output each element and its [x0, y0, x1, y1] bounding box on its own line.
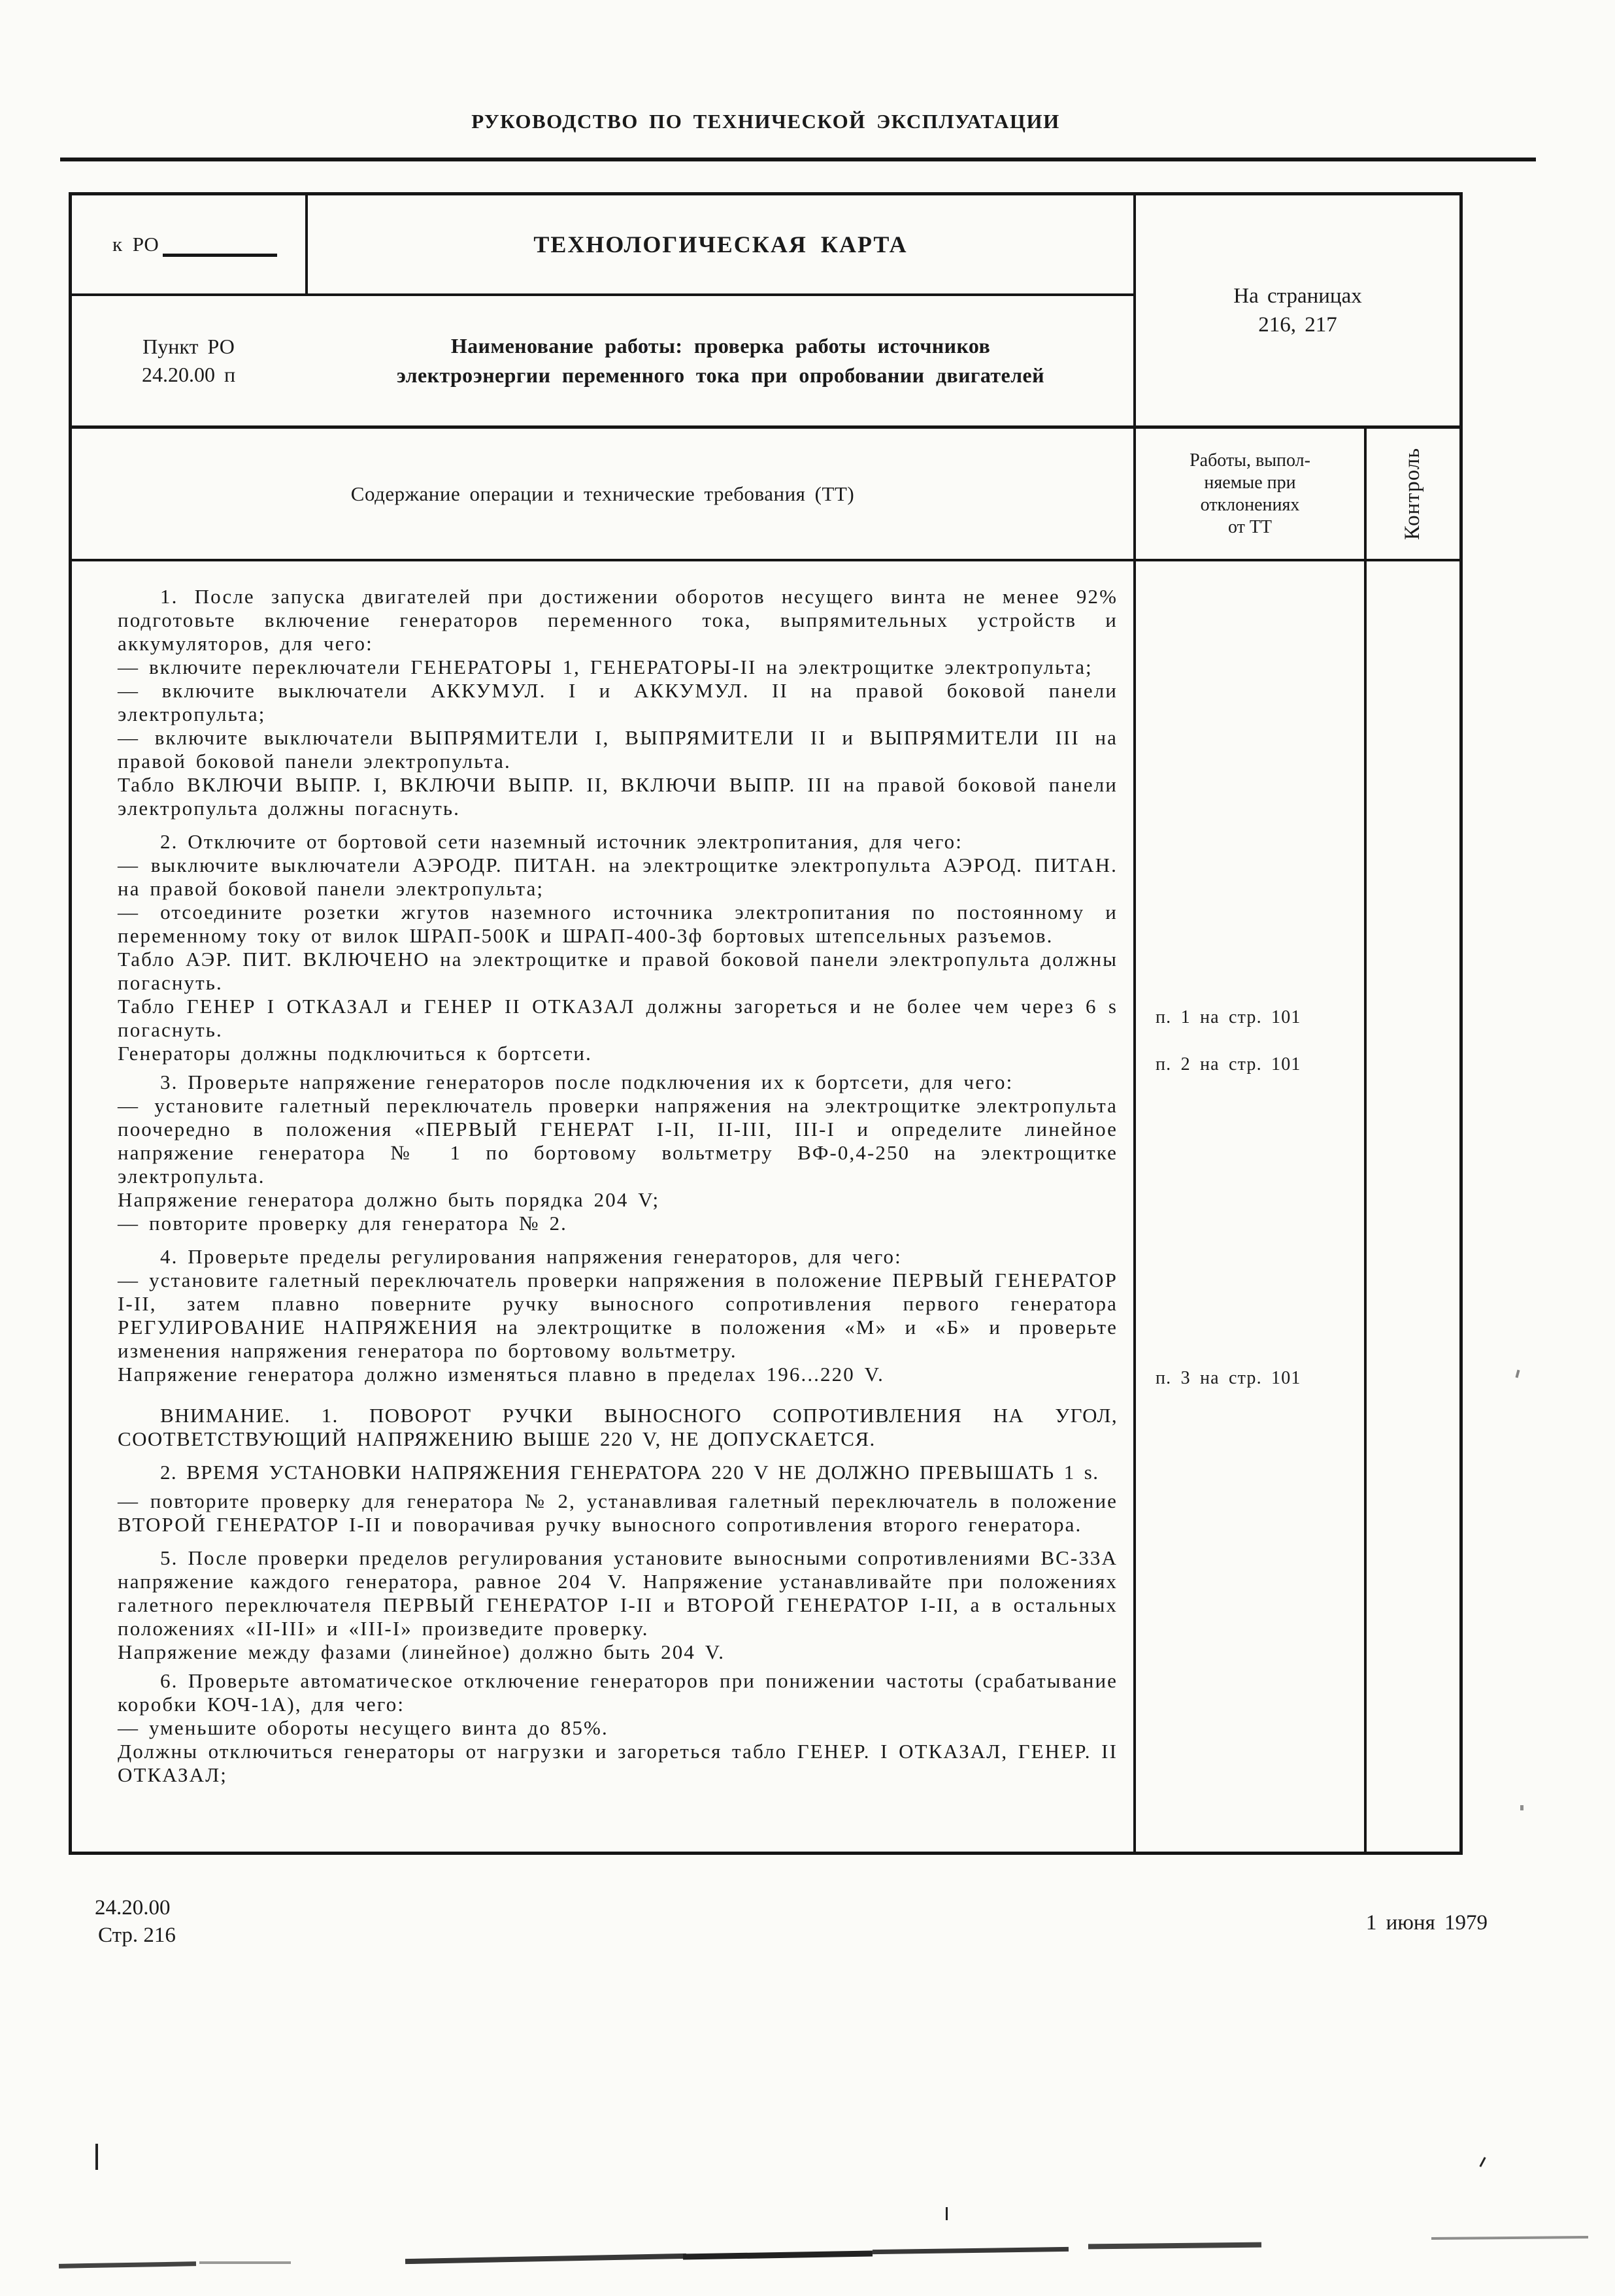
operation-paragraph: Табло ВКЛЮЧИ ВЫПР. I, ВКЛЮЧИ ВЫПР. II, ВКЛЮЧИ ВЫПР. III на правой боковой панели электропульта должны погаснуть. — [118, 773, 1118, 820]
scan-mark — [946, 2207, 948, 2220]
operation-paragraph: Должны отключиться генераторы от нагрузки и загореться табло ГЕНЕР. I ОТКАЗАЛ, ГЕНЕР. II ОТКАЗАЛ; — [118, 1740, 1118, 1786]
header-rule — [60, 158, 1536, 161]
operation-paragraph: — повторите проверку для генератора № 2. — [118, 1212, 568, 1235]
caution-paragraph: 2. ВРЕМЯ УСТАНОВКИ НАПРЯЖЕНИЯ ГЕНЕРАТОРА 220 V НЕ ДОЛЖНО ПРЕВЫШАТЬ 1 s. — [160, 1461, 1099, 1484]
pages-label: На страницах — [1233, 284, 1362, 308]
manual-running-title: РУКОВОДСТВО ПО ТЕХНИЧЕСКОЙ ЭКСПЛУАТАЦИИ — [471, 110, 1060, 133]
scan-smudge — [405, 2254, 686, 2264]
footer-date: 1 июня 1979 — [1365, 1911, 1488, 1935]
operation-paragraph: — уменьшите обороты несущего винта до 85%. — [118, 1716, 608, 1739]
caution-paragraph: ВНИМАНИЕ. 1. ПОВОРОТ РУЧКИ ВЫНОСНОГО СОПРОТИВЛЕНИЯ НА УГОЛ, СООТВЕТСТВУЮЩИЙ НАПРЯЖЕНИЮ ВЫШЕ 220 V, НЕ ДОПУСКАЕТСЯ. — [118, 1404, 1118, 1450]
column-header-control — [1367, 429, 1459, 559]
work-name-line2: электроэнергии переменного тока при опробовании двигателей — [397, 363, 1044, 387]
deviation-note: п. 3 на стр. 101 — [1156, 1368, 1301, 1388]
operation-paragraph: Генераторы должны подключиться к бортсети. — [118, 1042, 592, 1065]
divider-deviations-control — [1364, 425, 1367, 1852]
operation-paragraph: Табло ГЕНЕР I ОТКАЗАЛ и ГЕНЕР II ОТКАЗАЛ должны загореться и не более чем через 6 s погаснуть. — [118, 995, 1118, 1041]
card-title-cell — [308, 195, 1133, 293]
operation-paragraph: 5. После проверки пределов регулирования установите выносными сопротивлениями ВС-33А напряжение каждого генератора, равное 204 V. Напряжение устанавливайте при положениях галетного переключателя ПЕРВЫЙ ГЕНЕРАТОР I-II и ВТОРОЙ ГЕНЕРАТОР I-II, а в остальных положениях «II-III» и «III-I» произведите проверку. — [118, 1546, 1118, 1640]
ro-item-cell — [72, 296, 305, 425]
pages-numbers: 216, 217 — [1258, 313, 1337, 337]
deviation-note: п. 1 на стр. 101 — [1156, 1007, 1301, 1027]
deviation-note: п. 2 на стр. 101 — [1156, 1054, 1301, 1074]
work-name-cell — [308, 296, 1133, 425]
scan-smudge — [1088, 2242, 1261, 2250]
ro-item-number: 24.20.00 п — [141, 363, 236, 386]
to-ro-cell — [72, 195, 305, 293]
scan-mark — [1520, 1805, 1523, 1810]
operation-paragraph: 4. Проверьте пределы регулирования напряжения генераторов, для чего: — [160, 1245, 902, 1268]
card-title: ТЕХНОЛОГИЧЕСКАЯ КАРТА — [533, 231, 908, 258]
column-header-operations: Содержание операции и технические требования (ТТ) — [350, 482, 855, 505]
work-name-line1: Наименование работы: проверка работы источников — [450, 334, 991, 358]
scan-smudge — [683, 2250, 873, 2259]
operation-paragraph: 2. Отключите от бортовой сети наземный источник электропитания, для чего: — [160, 830, 963, 853]
scan-smudge — [873, 2247, 1069, 2254]
footer-doc-number: 24.20.00 — [95, 1896, 171, 1920]
tech-card-table — [69, 192, 1463, 1855]
operations-text — [118, 585, 1118, 1787]
scan-mark — [1479, 2157, 1486, 2167]
operation-paragraph: — включите выключатели ВЫПРЯМИТЕЛИ I, ВЫПРЯМИТЕЛИ II и ВЫПРЯМИТЕЛИ III на правой боковой панели электропульта. — [118, 726, 1118, 773]
operation-paragraph: Напряжение между фазами (линейное) должно быть 204 V. — [118, 1640, 725, 1663]
column-header-deviations: Работы, выпол- няемые при отклонениях от ТТ — [1190, 450, 1310, 537]
operation-paragraph: Напряжение генератора должно быть порядка 204 V; — [118, 1188, 660, 1211]
operation-paragraph: — включите переключатели ГЕНЕРАТОРЫ 1, ГЕНЕРАТОРЫ-II на электрощитке электропульта; — [118, 656, 1093, 678]
ro-item-label: Пункт РО — [142, 335, 235, 358]
scan-smudge — [1431, 2236, 1588, 2240]
operation-paragraph: 3. Проверьте напряжение генераторов после подключения их к бортсети, для чего: — [160, 1071, 1014, 1093]
ro-number-blank-line — [163, 232, 277, 257]
pages-cell — [1136, 195, 1459, 425]
operation-paragraph: — повторите проверку для генератора № 2, устанавливая галетный переключатель в положение ВТОРОЙ ГЕНЕРАТОР I-II и поворачивая ручку выносного сопротивления второго генератора. — [118, 1489, 1118, 1536]
operation-paragraph: Табло АЭР. ПИТ. ВКЛЮЧЕНО на электрощитке и правой боковой панели электропульта должны погаснуть. — [118, 948, 1118, 994]
footer-page-number: Стр. 216 — [98, 1923, 176, 1947]
operation-paragraph: — включите выключатели АККУМУЛ. I и АККУМУЛ. II на правой боковой панели электропульта; — [118, 679, 1118, 725]
scan-mark — [1516, 1370, 1520, 1378]
operation-paragraph: — отсоедините розетки жгутов наземного источника электропитания по постоянному и переменному току от вилок ШРАП-500К и ШРАП-400-3ф бортовых штепсельных разъемов. — [118, 901, 1118, 947]
operation-paragraph: — выключите выключатели АЭРОДР. ПИТАН. на электрощитке электропульта АЭРОД. ПИТАН. на правой боковой панели электропульта; — [118, 854, 1118, 900]
control-label-rotated: Контроль — [1401, 447, 1425, 541]
divider-column-headers — [72, 559, 1459, 561]
operation-paragraph: 1. После запуска двигателей при достижении оборотов несущего винта не менее 92% подготовьте включение генераторов переменного тока, выпрямительных устройств и аккумуляторов, для чего: — [118, 585, 1118, 655]
operation-paragraph: — установите галетный переключатель проверки напряжения на электрощитке электропульта поочередно в положения «ПЕРВЫЙ ГЕНЕРАТ I-II, II-III, III-I и определите линейное напряжение генератора № 1 по бортовому вольтметру ВФ-0,4-250 на электрощитке электропульта. — [118, 1094, 1118, 1188]
operation-paragraph: — установите галетный переключатель проверки напряжения в положение ПЕРВЫЙ ГЕНЕРАТОР I-II, затем плавно поверните ручку выносного сопротивления первого генератора РЕГУЛИРОВАНИЕ НАПРЯЖЕНИЯ на электрощитке в положения «М» и «Б» и проверьте изменения напряжения генератора по бортовому вольтметру. — [118, 1269, 1118, 1362]
scan-mark — [95, 2144, 98, 2170]
operation-paragraph: 6. Проверьте автоматическое отключение генераторов при понижении частоты (срабатывание коробки КОЧ-1А), для чего: — [118, 1669, 1118, 1716]
operation-paragraph: Напряжение генератора должно изменяться плавно в пределах 196...220 V. — [118, 1363, 885, 1386]
scan-smudge — [59, 2261, 196, 2269]
scan-smudge — [199, 2261, 291, 2264]
to-ro-label: к РО — [112, 233, 159, 256]
